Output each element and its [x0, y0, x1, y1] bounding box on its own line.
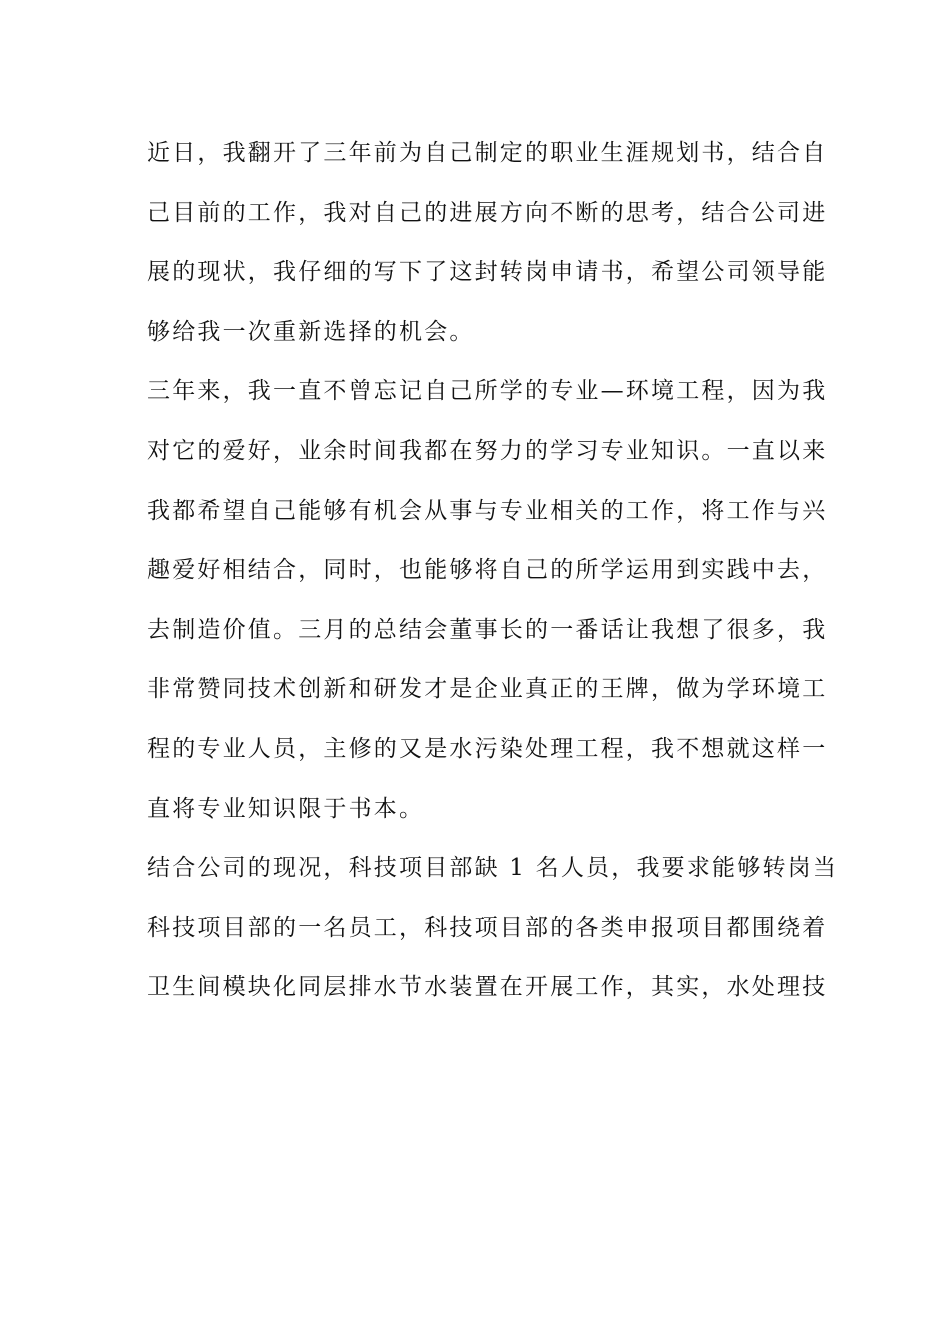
text-line: 展的现状，我仔细的写下了这封转岗申请书，希望公司领导能	[147, 259, 828, 286]
text-line: 结合公司的现况，科技项目部缺 1 名人员，我要求能够转岗当	[147, 855, 839, 882]
text-line: 非常赞同技术创新和研发才是企业真正的王牌，做为学环境工	[147, 676, 828, 703]
text-line: 去制造价值。三月的总结会董事长的一番话让我想了很多，我	[147, 616, 828, 643]
text-line: 够给我一次重新选择的机会。	[147, 318, 475, 345]
text-line: 己目前的工作，我对自己的进展方向不断的思考，结合公司进	[147, 199, 828, 226]
text-line: 对它的爱好，业余时间我都在努力的学习专业知识。一直以来	[147, 437, 828, 464]
text-line: 近日，我翻开了三年前为自己制定的职业生涯规划书，结合自	[147, 140, 828, 166]
text-line: 趣爱好相结合，同时，也能够将自己的所学运用到实践中去，	[147, 557, 828, 584]
body-text	[147, 130, 839, 1024]
text-line: 直将专业知识限于书本。	[147, 795, 425, 822]
text-line: 三年来，我一直不曾忘记自己所学的专业—环境工程，因为我	[147, 378, 828, 405]
text-line: 程的专业人员，主修的又是水污染处理工程，我不想就这样一	[147, 735, 828, 762]
text-line: 我都希望自己能够有机会从事与专业相关的工作，将工作与兴	[147, 497, 828, 524]
text-line: 科技项目部的一名员工，科技项目部的各类申报项目都围绕着	[147, 914, 828, 941]
text-line: 卫生间模块化同层排水节水装置在开展工作，其实，水处理技	[147, 974, 828, 1001]
